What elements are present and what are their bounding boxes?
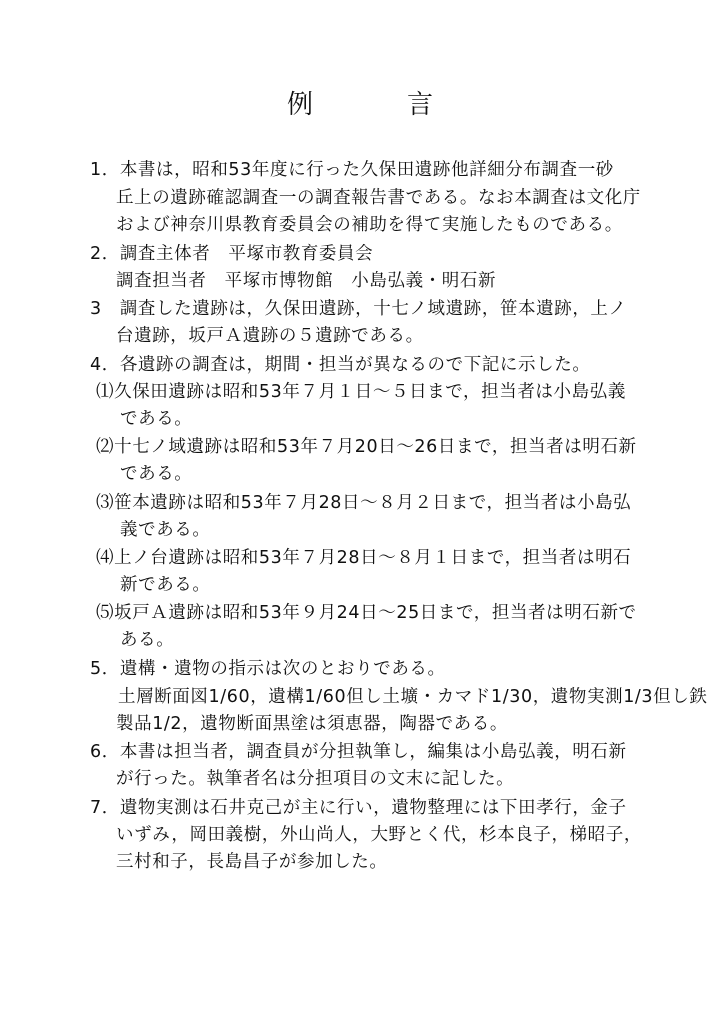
item-2-line-1: 2．調査主体者 平塚市教育委員会 [90,244,374,264]
item-4-line-1: 4．各遺跡の調査は，期間・担当が異なるので下記に示した。 [90,355,591,375]
item-4-sub-3-line-2: 義である。 [120,520,211,540]
item-1-line-3: および神奈川県教育委員会の補助を得て実施したものである。 [116,215,623,235]
item-4-sub-5-line-1: ⑸坂戸Ａ遺跡は昭和53年９月24日～25日まで，担当者は明石新で [96,603,637,623]
item-4-sub-3-line-1: ⑶笹本遺跡は昭和53年７月28日～８月２日まで，担当者は小島弘 [96,493,632,513]
item-7-line-3: 三村和子，長島昌子が参加した。 [116,852,388,872]
item-2-line-2: 調査担当者 平塚市博物館 小島弘義・明石新 [116,271,497,291]
item-1-line-2: 丘上の遺跡確認調査一の調査報告書である。なお本調査は文化庁 [116,188,641,208]
item-5-line-3: 製品1/2，遺物断面黒塗は須恵器，陶器である。 [116,714,508,734]
item-4-sub-4-line-1: ⑷上ノ台遺跡は昭和53年７月28日～８月１日まで，担当者は明石 [96,548,632,568]
item-3-line-1: 3 調査した遺跡は，久保田遺跡，十七ノ域遺跡，笹本遺跡，上ノ [90,299,627,319]
item-7-line-2: いずみ，岡田義樹，外山尚人，大野とく代，杉本良子，梯昭子， [116,825,642,845]
item-4-sub-2-line-1: ⑵十七ノ域遺跡は昭和53年７月20日～26日まで，担当者は明石新 [96,437,637,457]
item-1-line-1: 1．本書は，昭和53年度に行った久保田遺跡他詳細分布調査一砂 [90,160,614,180]
item-4-sub-1-line-1: ⑴久保田遺跡は昭和53年７月１日～５日まで，担当者は小島弘義 [96,382,626,402]
item-4-sub-5-line-2: ある。 [120,630,175,650]
item-4-sub-1-line-2: である。 [120,409,193,429]
item-6-line-1: 6．本書は担当者，調査員が分担執筆し，編集は小島弘義，明石新 [90,742,627,762]
item-4-sub-2-line-2: である。 [120,464,193,484]
item-5-line-1: 5．遺構・遺物の指示は次のとおりである。 [90,659,446,679]
page-title: 例 言 [286,90,467,120]
item-7-line-1: 7．遺物実測は石井克己が主に行い，遺物整理には下田孝行，金子 [90,798,627,818]
item-5-line-2: 土層断面図1/60，遺構1/60但し土壙・カマド1/30，遺物実測1/3但し鉄 [118,687,708,707]
item-4-sub-4-line-2: 新である。 [120,575,211,595]
item-6-line-2: が行った。執筆者名は分担項目の文末に記した。 [116,769,515,789]
item-3-line-2: 台遺跡，坂戸Ａ遺跡の５遺跡である。 [116,326,424,346]
